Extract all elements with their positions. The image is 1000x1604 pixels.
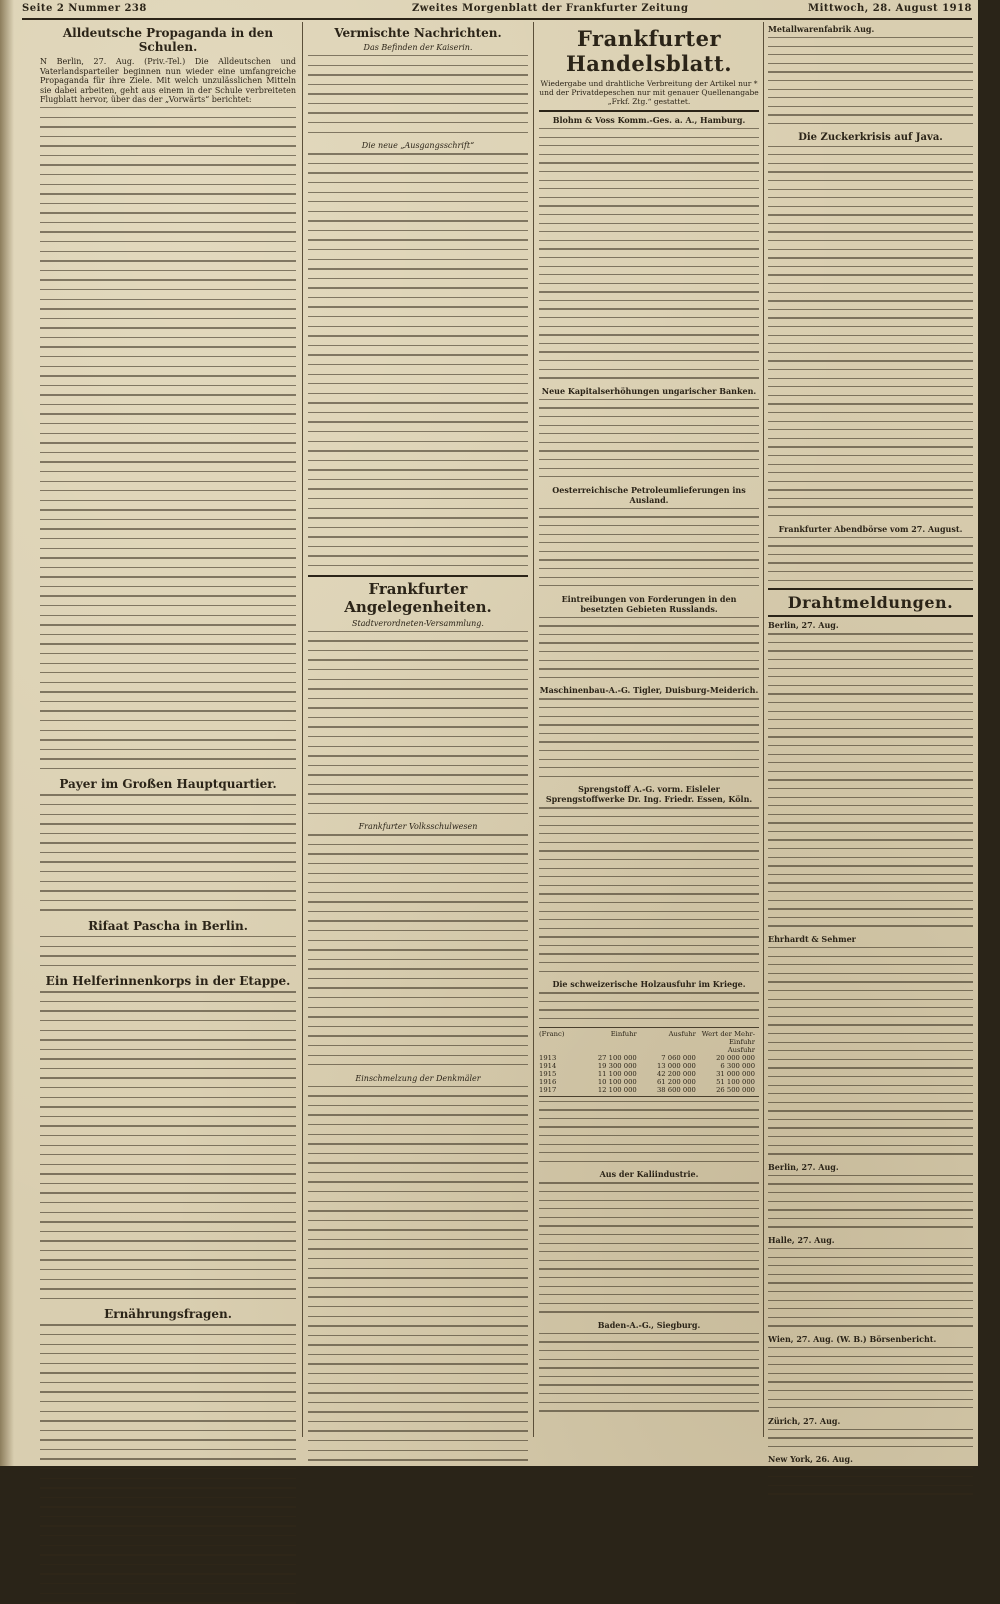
dispatch-body [768, 1248, 973, 1327]
article-headline: Payer im Großen Hauptquartier. [59, 777, 277, 792]
business-item-body [768, 146, 973, 517]
table-header-cell: Ausfuhr [668, 1029, 696, 1038]
dispatch-body [768, 947, 973, 1155]
column-4 [768, 24, 973, 1465]
export-table [539, 1027, 759, 1097]
table-cell: 1914 [539, 1061, 557, 1070]
table-cell: 27 100 000 [597, 1053, 637, 1062]
table-cell: 6 300 000 [720, 1061, 756, 1070]
article-subhead: Die neue „Ausgangsschrift“ [361, 141, 475, 151]
column-rule [763, 22, 764, 1437]
table-cell: 51 100 000 [716, 1077, 756, 1086]
article-body [40, 1324, 296, 1603]
dispatch-body [768, 1429, 973, 1447]
table-cell: 11 100 000 [597, 1069, 637, 1078]
business-item-title: Sprengstoff A.-G. vorm. Eisleler Sprengstoffwerke Dr. Ing. Friedr. Essen, Köln. [545, 784, 753, 805]
business-item-title: Maschinenbau-A.-G. Tigler, Duisburg-Meiderich. [539, 685, 759, 696]
business-item-body [768, 537, 973, 581]
article-body [40, 107, 296, 769]
business-item-title: Aus der Kaliindustrie. [599, 1169, 699, 1180]
page-fold-shadow [0, 0, 14, 1466]
article-body [308, 153, 528, 566]
article-lead: N Berlin, 27. Aug. (Priv.-Tel.) Die Alldeutschen und Vaterlandsparteiler beginnen nun wieder eine umfangreiche Propaganda für ihre Ziele. Mit welch unzulässlichen Mitteln sie dabei arbeiten, geht aus einem in der Schule verbreiteten Flugblatt hervor, über das der „Vorwärts“ berichtet: [40, 57, 296, 105]
dispatch-dateline: New York, 26. Aug. [768, 1454, 853, 1465]
column-1 [40, 24, 296, 1434]
dispatch-body [768, 1467, 973, 1494]
table-cell: 19 300 000 [597, 1061, 637, 1070]
table-header-cell: Wert der Mehr-Einfuhr Ausfuhr [701, 1029, 756, 1054]
article-subhead: Das Befinden der Kaiserin. [363, 43, 473, 52]
table-row [539, 1062, 759, 1070]
section-rule [768, 588, 973, 590]
dispatch-dateline: Berlin, 27. Aug. [768, 1161, 839, 1172]
table-cell: 1915 [539, 1069, 557, 1078]
section-title: Frankfurter Handelsblatt. [565, 26, 733, 76]
article-headline: Alldeutsche Propaganda in den Schulen. [62, 26, 274, 54]
business-item-title: Baden-A.-G., Siegburg. [597, 1319, 701, 1330]
article-body [308, 55, 528, 133]
article-subhead: Frankfurter Volksschulwesen [358, 822, 478, 832]
article-headline: Rifaat Pascha in Berlin. [88, 918, 248, 933]
business-item-body [539, 992, 759, 1019]
table-cell: 38 600 000 [656, 1085, 696, 1094]
article-body [40, 991, 296, 1299]
table-cell: 1916 [539, 1077, 557, 1086]
column-2 [308, 24, 528, 1434]
article-body [40, 794, 296, 910]
table-row [539, 1086, 759, 1094]
section-rule [539, 110, 759, 112]
business-item-body [539, 1182, 759, 1312]
business-item-body [768, 37, 973, 124]
article-body [40, 936, 296, 966]
dispatch-dateline: Halle, 27. Aug. [768, 1235, 835, 1245]
table-cell: 1917 [539, 1085, 557, 1094]
table-header-row [539, 1030, 759, 1054]
table-cell: 10 100 000 [597, 1077, 637, 1086]
table-header-cell: Einfuhr [610, 1029, 637, 1038]
masthead [22, 2, 972, 20]
table-row [539, 1054, 759, 1062]
business-item-title: Die Zuckerkrisis auf Java. [798, 131, 943, 143]
business-item-title: Metallwarenfabrik Aug. [768, 24, 875, 34]
dispatch-body [768, 1175, 973, 1228]
table-cell: 7 060 000 [661, 1053, 696, 1062]
section-title: Drahtmeldungen. [787, 593, 954, 613]
article-body [308, 1086, 528, 1461]
table-cell: 61 200 000 [656, 1077, 696, 1086]
business-item-body [539, 399, 759, 478]
article-headline: Ein Helferinnenkorps in der Etappe. [45, 974, 291, 989]
business-item-body [539, 807, 759, 972]
business-item-body [539, 128, 759, 379]
masthead-right: Mittwoch, 28. August 1918 [808, 3, 972, 14]
dispatch-body [768, 633, 973, 926]
masthead-left: Seite 2 Nummer 238 [22, 3, 147, 14]
business-item-body [539, 1333, 759, 1412]
business-item-body [539, 617, 759, 678]
business-item-title: Blohm & Voss Komm.-Ges. a. A., Hamburg. [552, 115, 746, 125]
business-item-body [539, 698, 759, 777]
section-dek: Wiedergabe und drahtliche Verbreitung der Artikel nur * und der Privatdepeschen nur mit genauer Quellenangabe „Frkf. Ztg.“ gestattet. [539, 79, 759, 106]
table-header-cell: (Franc) [539, 1029, 565, 1038]
section-headline: Frankfurter Angelegenheiten. [344, 579, 492, 616]
section-headline: Vermischte Nachrichten. [334, 26, 502, 40]
business-item-body [539, 508, 759, 587]
section-rule [768, 615, 973, 617]
business-item-title: Oesterreichische Petroleumlieferungen ins Ausland. [552, 484, 746, 505]
article-headline: Ernährungsfragen. [104, 1307, 232, 1322]
column-rule [533, 22, 534, 1437]
business-item-title: Neue Kapitalserhöhungen ungarischer Banken. [541, 385, 757, 396]
business-item-title: Frankfurter Abendbörse vom 27. August. [778, 523, 963, 534]
dispatch-dateline: Ehrhardt & Sehmer [768, 934, 856, 944]
section-rule [308, 575, 528, 577]
column-3 [539, 24, 759, 1434]
table-row [539, 1070, 759, 1078]
table-cell: 1913 [539, 1053, 557, 1062]
dispatch-dateline: Wien, 27. Aug. (W. B.) Börsenbericht. [768, 1333, 937, 1344]
column-rule [302, 22, 303, 1437]
article-subhead: Einschmelzung der Denkmäler [355, 1073, 481, 1083]
masthead-center: Zweites Morgenblatt der Frankfurter Zeitung [412, 3, 689, 14]
business-item-body [539, 1101, 759, 1162]
dispatch-body [768, 1347, 973, 1408]
table-cell: 42 200 000 [656, 1069, 696, 1078]
table-cell: 12 100 000 [597, 1085, 637, 1094]
table-row [539, 1078, 759, 1086]
dispatch-dateline: Berlin, 27. Aug. [768, 620, 839, 631]
article-subhead: Stadtverordneten-Versammlung. [352, 618, 484, 628]
table-cell: 20 000 000 [716, 1053, 756, 1062]
dispatch-dateline: Zürich, 27. Aug. [768, 1415, 841, 1426]
article-body [308, 834, 528, 1065]
table-cell: 31 000 000 [716, 1069, 756, 1078]
article-body [308, 631, 528, 814]
business-item-title: Die schweizerische Holzausfuhr im Kriege. [552, 979, 746, 990]
table-cell: 13 000 000 [656, 1061, 696, 1070]
table-cell: 26 500 000 [716, 1085, 756, 1094]
business-item-title: Eintreibungen von Forderungen in den besetzten Gebieten Russlands. [561, 593, 737, 614]
